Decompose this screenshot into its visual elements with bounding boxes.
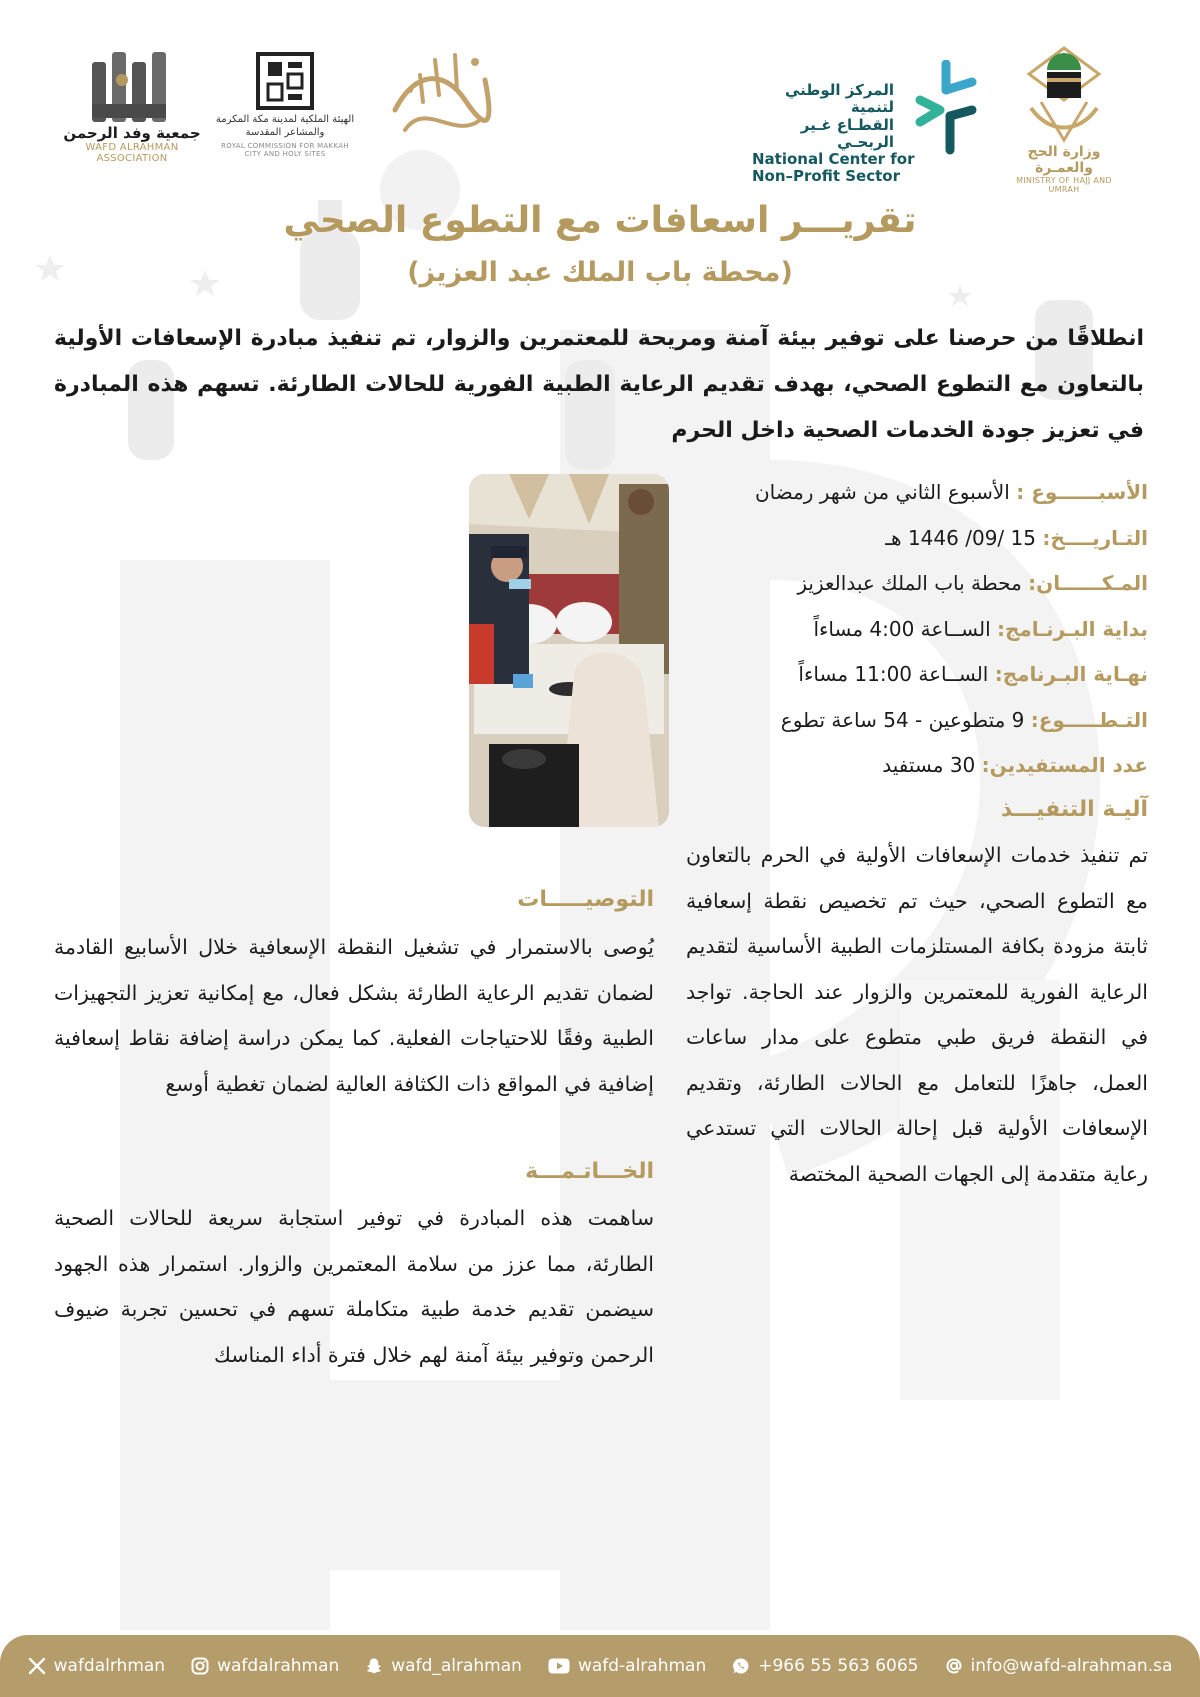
volunteering-label: التـطـــــوع:	[1030, 707, 1148, 732]
footer-whatsapp[interactable]	[732, 1656, 918, 1676]
whatsapp-number: +966 55 563 6065	[758, 1656, 919, 1676]
start-label: بداية البـرنـامج:	[997, 616, 1148, 641]
volunteering-value: 9 متطوعين - 54 ساعة تطوع	[780, 707, 1025, 732]
week-value: الأسبوع الثاني من شهر رمضان	[754, 480, 1010, 504]
detail-date	[678, 516, 1148, 562]
ncnp-english-line2: Non–Profit Sector	[752, 167, 900, 186]
footer-youtube[interactable]	[548, 1656, 706, 1676]
start-value: الســاعة 4:00 مساءاً	[813, 616, 991, 641]
detail-place	[678, 561, 1148, 607]
wafd-alrahman-logo	[52, 44, 212, 164]
conclusion-heading: الخـــاتـمـــة	[525, 1159, 654, 1184]
conclusion-paragraph: ساهمت هذه المبادرة في توفير استجابة سريعة للحالات الصحية الطارئة، مما عزز من سلامة المعتمرين والزوار. استمرار هذه الجهود سيضمن تقديم خدمة طبية متكاملة تسهم في تحسين تجربة ضيوف الرحمن وتوفير بيئة آمنة لهم خلال فترة أداء المناسك	[54, 1206, 654, 1367]
wafd-logo-arabic: جمعية وفد الرحمن	[63, 124, 201, 142]
ramadan-mubarak-calligraphy	[372, 40, 507, 154]
place-value: محطة باب الملك عبدالعزيز	[797, 571, 1022, 595]
mechanism-heading: آليـة التنفيـــذ	[1000, 797, 1148, 822]
youtube-handle: wafd-alrahman	[577, 1656, 707, 1676]
youtube-icon	[548, 1658, 570, 1674]
x-icon	[28, 1657, 46, 1675]
kaaba-emblem-icon	[1019, 44, 1109, 144]
week-label: الأسبــــــوع :	[1016, 480, 1148, 504]
beneficiaries-value: 30 مستفيد	[882, 753, 976, 777]
email-address: info@wafd-alrahman.sa	[970, 1656, 1173, 1676]
snapchat-icon	[365, 1657, 383, 1675]
end-value: الســاعة 11:00 مساءاً	[798, 662, 989, 686]
ncnp-arabic-line2: القطـاع غـير الربحـي	[800, 115, 894, 151]
recommendations-heading: التوصيـــــات	[517, 887, 654, 912]
ramadan-calligraphy-icon	[375, 40, 505, 150]
x-handle: wafdalrhman	[53, 1656, 166, 1676]
date-label: التـاريــــخ:	[1042, 525, 1148, 550]
report-subtitle: (محطة باب الملك عبد العزيز)	[407, 257, 793, 288]
event-details	[678, 470, 1148, 789]
report-title: تقريـــر اسعافات مع التطوع الصحي	[283, 200, 917, 241]
footer-contact-bar	[0, 1635, 1200, 1697]
recommendations-paragraph: يُوصى بالاستمرار في تشغيل النقطة الإسعافية خلال الأسابيع القادمة لضمان تقديم الرعاية الطارئة بشكل فعال، مع إمكانية تعزيز التجهيزات الطبية وفقًا للاحتياجات الفعلية. كما يمكن دراسة إضافة نقاط إسعافية إضافية في المواقع ذات الكثافة العالية لضمان تغطية أوسع	[54, 935, 654, 1096]
instagram-icon	[191, 1657, 209, 1675]
ministry-hajj-logo	[1000, 44, 1128, 194]
detail-week	[678, 470, 1148, 516]
royal-commission-arabic: الهيئة الملكية لمدينة مكة المكرمة والمشاعر المقدسة	[215, 114, 355, 138]
date-value: 15 /09/ 1446 هـ	[885, 525, 1036, 550]
detail-beneficiaries	[678, 743, 1148, 789]
detail-end	[678, 652, 1148, 698]
footer-snapchat[interactable]	[365, 1656, 522, 1676]
wafd-logo-mark-icon	[82, 44, 182, 124]
ncnp-english-line1: National Center for	[752, 150, 915, 168]
first-aid-photo	[469, 474, 669, 827]
whatsapp-icon	[732, 1657, 750, 1675]
ncnp-mark-icon	[910, 60, 982, 156]
snapchat-handle: wafd_alrahman	[391, 1656, 522, 1676]
royal-commission-english: ROYAL COMMISSION FOR MAKKAH CITY AND HOLY SITES	[221, 142, 349, 159]
photo-illustration	[469, 474, 669, 827]
mechanism-paragraph: تم تنفيذ خدمات الإسعافات الأولية في الحرم بالتعاون مع التطوع الصحي، حيث تم تخصيص نقطة إسعافية ثابتة مزودة بكافة المستلزمات الطبية الأساسية لتقديم الرعاية الفورية للمعتمرين والزوار عند الحاجة. تواجد في النقطة فريق طبي متطوع على مدار ساعات العمل، جاهزًا للتعامل مع الحالات الطارئة، وتقديم الإسعافات الأولية قبل إحالة الحالات التي تستدعي رعاية متقدمة إلى الجهات الصحية المختصة	[686, 843, 1148, 1186]
royal-commission-emblem-icon	[256, 52, 314, 110]
detail-start	[678, 607, 1148, 653]
ncnp-arabic-line1: المركز الوطني لتنمية	[784, 81, 894, 117]
at-sign-icon	[945, 1657, 963, 1675]
ministry-english: MINISTRY OF HAJJ AND UMRAH	[1016, 176, 1112, 194]
intro-paragraph: انطلاقًا من حرصنا على توفير بيئة آمنة ومريحة للمعتمرين والزوار، تم تنفيذ مبادرة الإسعافات الأولية بالتعاون مع التطوع الصحي، بهدف تقديم الرعاية الطبية الفورية للحالات الطارئة. تسهم هذه المبادرة في تعزيز جودة الخدمات الصحية داخل الحرم	[54, 326, 1144, 443]
footer-email[interactable]	[945, 1656, 1173, 1676]
instagram-handle: wafdalrahman	[217, 1656, 340, 1676]
royal-commission-logo	[215, 52, 355, 159]
detail-volunteering	[678, 698, 1148, 744]
end-label: نهـاية البـرنامج:	[994, 662, 1148, 686]
footer-instagram[interactable]	[191, 1656, 339, 1676]
place-label: المـكــــــان:	[1028, 571, 1148, 595]
ministry-arabic: وزارة الحج والعمـرة	[1027, 144, 1101, 176]
ncnp-text-block	[752, 82, 915, 186]
wafd-logo-english: WAFD ALRAHMAN ASSOCIATION	[85, 142, 179, 164]
footer-x[interactable]	[28, 1656, 165, 1676]
beneficiaries-label: عدد المستفيدين:	[981, 753, 1148, 777]
